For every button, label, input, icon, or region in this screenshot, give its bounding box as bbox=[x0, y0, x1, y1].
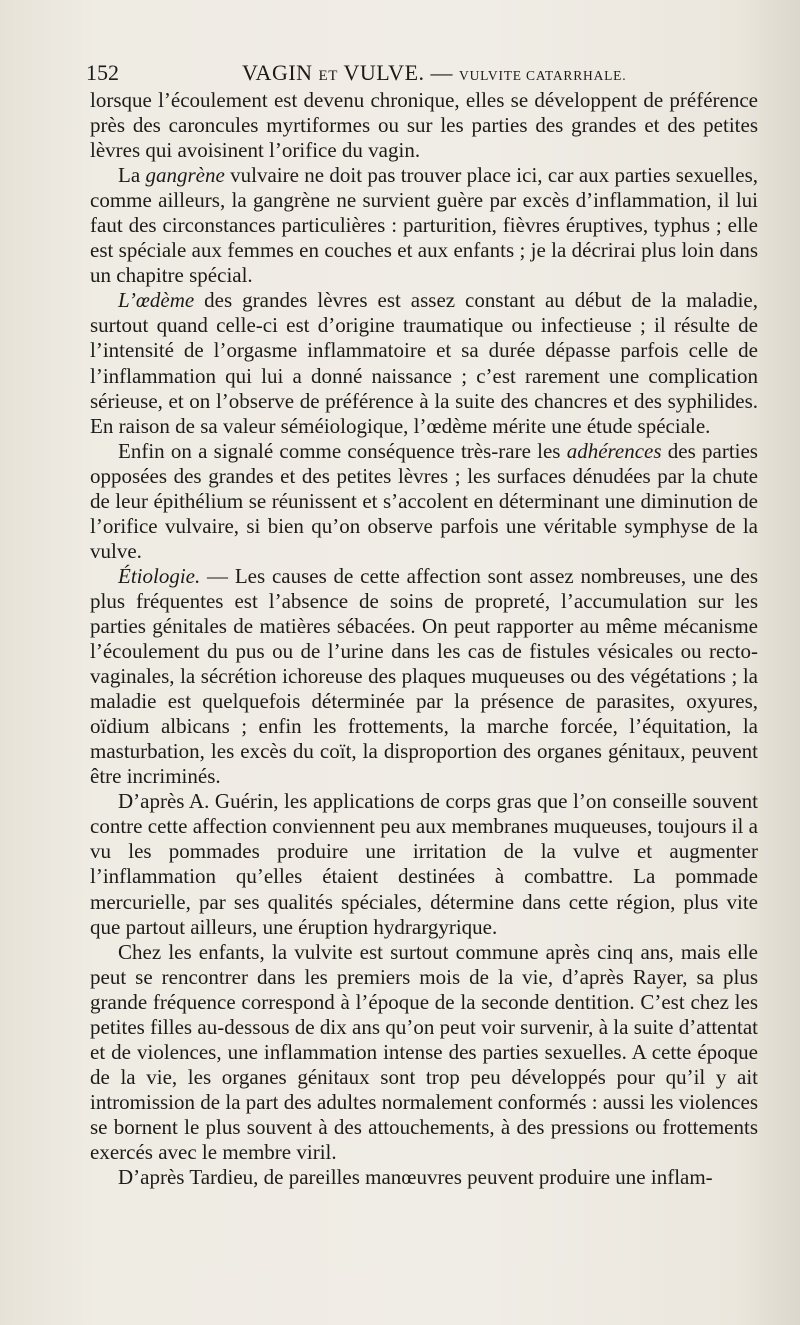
text-run: D’après A. Guérin, les applications de corps gras que l’on conseille souvent contre cette affection conviennent peu aux membranes muqueuses, toujours il a vu les pommades produire une irritation de la vulve et augmenter l’inflammation qu’elles étaient destinées à combattre. La pommade mercurielle, par ses qualités spéciales, détermine dans cette région, plus vite que partout ailleurs, une éruption hydrargyrique. bbox=[90, 789, 758, 939]
title-word-vagin: VAGIN bbox=[242, 60, 313, 85]
text-run: lorsque l’écoulement est devenu chronique, elles se développent de préférence près des caroncules myrtiformes ou sur les parties des grandes et des petites lèvres qui avoisinent l’orifice du vagin. bbox=[90, 88, 758, 163]
text-run: La bbox=[118, 163, 146, 188]
paragraph bbox=[90, 789, 758, 939]
italic-text: L’œdème bbox=[118, 288, 195, 313]
paragraph bbox=[90, 940, 758, 1165]
text-run: D’après Tardieu, de pareilles manœuvres peuvent produire une inflam- bbox=[118, 1165, 713, 1190]
text-run: vulvaire ne doit pas trouver place ici, car aux parties sexuelles, comme ailleurs, la gangrène ne survient guère par excès d’inflammation, il lui faut des circonstances particulières : parturition, fièvres éruptives, typhus ; elle est spéciale aux femmes en couches et aux enfants ; je la décrirai plus loin dans un chapitre spécial. bbox=[90, 163, 759, 288]
paragraph bbox=[90, 1165, 758, 1190]
paragraph bbox=[90, 564, 758, 789]
body-text bbox=[90, 88, 758, 1190]
text-run: des parties opposées des grandes et des petites lèvres ; les surfaces dénudées par la chute de leur épithélium se réunissent et s’accolent en déterminant une diminution de l’orifice vulvaire, si bien qu’on observe parfois une véritable symphyse de la vulve. bbox=[90, 438, 758, 563]
paragraph bbox=[90, 288, 758, 438]
italic-text: Étiologie. bbox=[118, 563, 201, 588]
running-title bbox=[242, 60, 626, 86]
running-header bbox=[86, 60, 758, 86]
text-run: des grandes lèvres est assez constant au début de la maladie, surtout quand celle-ci est d’origine traumatique ou infectieuse ; il résulte de l’intensité de l’orgasme inflammatoire et sa durée dépasse parfois celle de l’inflammation qui lui a donné naissance ; c’est rarement une complication sérieuse, et on l’observe de préférence à la suite des chancres et des syphilides. En raison de sa valeur séméiologique, l’œdème mérite une étude spéciale. bbox=[90, 288, 758, 438]
text-run: — Les causes de cette affection sont assez nombreuses, une des plus fréquentes est l’absence de soins de propreté, l’accumulation sur les parties génitales de matières sébacées. On peut rapporter au même mécanisme l’écoulement du pus ou de l’urine dans les cas de fistules vésicales ou recto-vaginales, la sécrétion ichoreuse des plaques muqueuses ou des végétations ; la maladie est quelquefois déterminée par la présence de parasites, oxyures, oïdium albicans ; enfin les frottements, la marche forcée, l’équitation, la masturbation, les excès du coït, la disproportion des organes génitaux, peuvent être incriminés. bbox=[90, 563, 758, 789]
italic-text: gangrène bbox=[145, 163, 225, 188]
italic-text: adhérences bbox=[566, 438, 662, 463]
text-run: Chez les enfants, la vulvite est surtout commune après cinq ans, mais elle peut se rencontrer dans les premiers mois de la vie, d’après Rayer, sa plus grande fréquence correspond à l’époque de la seconde dentition. C’est chez les petites filles au-dessous de dix ans qu’on peut voir survenir, à la suite d’attentat et de violences, une inflammation intense des parties sexuelles. A cette époque de la vie, les organes génitaux sont trop peu développés pour qu’il y ait intromission de la part des adultes normalement conformés : aussi les violences se bornent le plus souvent à des attouchements, à des pressions ou frottements exercés avec le membre viril. bbox=[90, 939, 758, 1164]
paragraph bbox=[90, 439, 758, 564]
title-dash: — bbox=[430, 60, 454, 85]
paragraph bbox=[90, 163, 758, 288]
title-word-et: ET bbox=[318, 68, 338, 84]
paragraph bbox=[90, 88, 758, 163]
title-word-vulve: VULVE. bbox=[343, 60, 425, 85]
text-run: Enfin on a signalé comme conséquence très-rare les bbox=[118, 438, 567, 463]
page-number: 152 bbox=[86, 60, 119, 85]
running-subtitle: VULVITE CATARRHALE. bbox=[459, 68, 627, 83]
